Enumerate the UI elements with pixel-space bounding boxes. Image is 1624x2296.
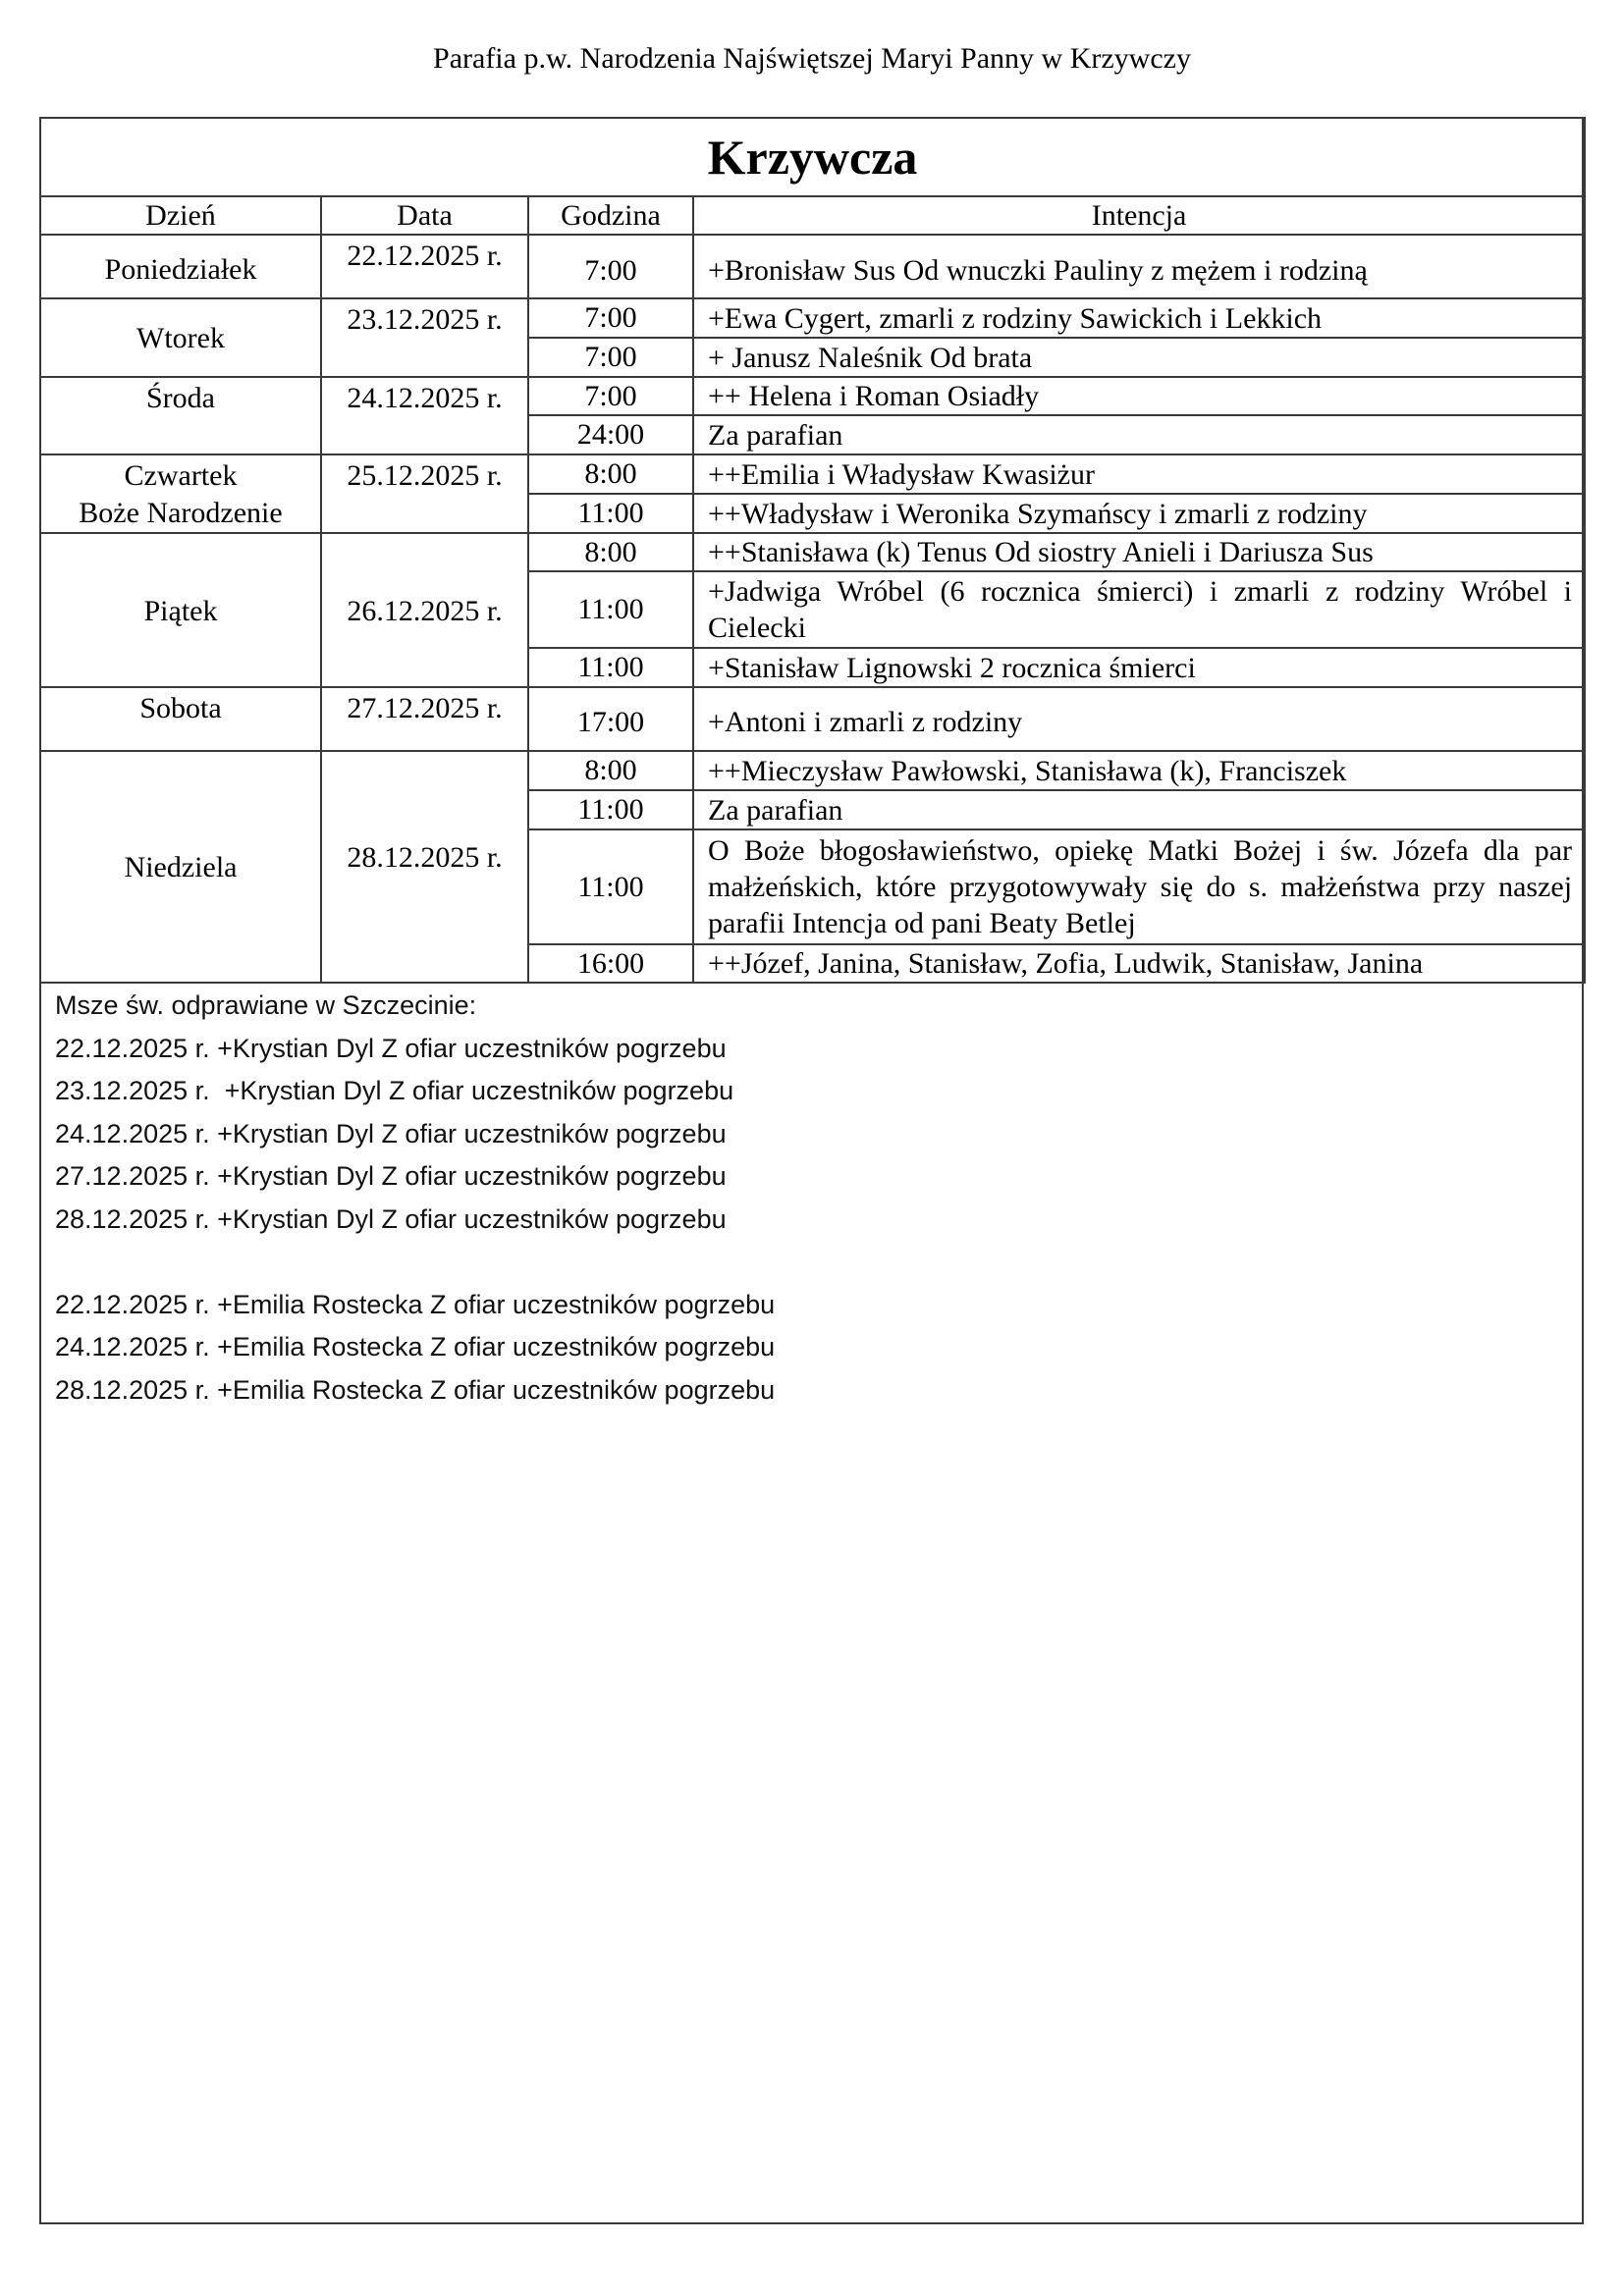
table-row xyxy=(40,298,1585,338)
intention-cell: Za parafian xyxy=(693,790,1585,829)
day-cell: Środa xyxy=(40,377,321,454)
day-cell: Poniedziałek xyxy=(40,235,321,298)
day-cell xyxy=(40,454,321,533)
time-cell: 11:00 xyxy=(528,571,693,648)
szczecin-mass-line: 28.12.2025 r. +Krystian Dyl Z ofiar uczestników pogrzebu xyxy=(55,1203,727,1234)
intention-cell: ++Mieczysław Pawłowski, Stanisława (k), Franciszek xyxy=(693,751,1585,790)
mass-schedule-table xyxy=(39,117,1586,984)
time-cell: 11:00 xyxy=(528,790,693,829)
time-cell: 24:00 xyxy=(528,415,693,454)
time-cell: 16:00 xyxy=(528,944,693,983)
intention-cell: ++Józef, Janina, Stanisław, Zofia, Ludwik, Stanisław, Janina xyxy=(693,944,1585,983)
title-row xyxy=(40,118,1585,196)
time-cell: 11:00 xyxy=(528,829,693,944)
szczecin-mass-line: 28.12.2025 r. +Emilia Rostecka Z ofiar uczestników pogrzebu xyxy=(55,1374,776,1405)
date-cell: 23.12.2025 r. xyxy=(321,298,528,377)
intention-cell: Za parafian xyxy=(693,415,1585,454)
intention-cell: +Antoni i zmarli z rodziny xyxy=(693,687,1585,751)
intention-cell: ++Władysław i Weronika Szymańscy i zmarli z rodziny xyxy=(693,494,1585,533)
time-cell: 11:00 xyxy=(528,494,693,533)
spacer xyxy=(55,1241,1567,1284)
szczecin-mass-line: 22.12.2025 r. +Emilia Rostecka Z ofiar uczestników pogrzebu xyxy=(55,1289,776,1319)
date-cell: 25.12.2025 r. xyxy=(321,454,528,533)
intention-cell: ++Stanisława (k) Tenus Od siostry Anieli i Dariusza Sus xyxy=(693,533,1585,571)
szczecin-mass-line: 23.12.2025 r. +Krystian Dyl Z ofiar uczestników pogrzebu xyxy=(55,1076,734,1105)
table-row xyxy=(40,235,1585,298)
column-header-intention: Intencja xyxy=(693,196,1585,235)
time-cell: 17:00 xyxy=(528,687,693,751)
time-cell: 7:00 xyxy=(528,377,693,415)
date-cell: 26.12.2025 r. xyxy=(321,533,528,687)
date-cell: 22.12.2025 r. xyxy=(321,235,528,298)
time-cell: 11:00 xyxy=(528,648,693,687)
day-cell: Wtorek xyxy=(40,298,321,377)
day-cell: Sobota xyxy=(40,687,321,751)
szczecin-heading: Msze św. odprawiane w Szczecinie: xyxy=(55,990,477,1020)
parish-header: Parafia p.w. Narodzenia Najświętszej Maryi Panny w Krzywczy xyxy=(433,42,1191,75)
column-header-date: Data xyxy=(321,196,528,235)
intention-cell: +Bronisław Sus Od wnuczki Pauliny z mężem i rodziną xyxy=(693,235,1585,298)
table-row xyxy=(40,533,1585,571)
intention-cell: O Boże błogosławieństwo, opiekę Matki Bożej i św. Józefa dla par małżeńskich, które przygotowywały się do s. małżeństwa przy naszej parafii Intencja od pani Beaty Betlej xyxy=(693,829,1585,944)
day-cell: Niedziela xyxy=(40,751,321,983)
time-cell: 7:00 xyxy=(528,298,693,338)
day-name: Czwartek xyxy=(124,459,238,492)
date-cell: 28.12.2025 r. xyxy=(321,751,528,983)
szczecin-mass-line: 27.12.2025 r. +Krystian Dyl Z ofiar uczestników pogrzebu xyxy=(55,1161,727,1191)
szczecin-mass-line: 24.12.2025 r. +Emilia Rostecka Z ofiar uczestników pogrzebu xyxy=(55,1332,776,1362)
intention-cell: ++Emilia i Władysław Kwasiżur xyxy=(693,454,1585,494)
intention-cell: +Jadwiga Wróbel (6 rocznica śmierci) i zmarli z rodziny Wróbel i Cielecki xyxy=(693,571,1585,648)
time-cell: 7:00 xyxy=(528,235,693,298)
holiday-name: Boże Narodzenie xyxy=(79,497,283,529)
header-row xyxy=(40,196,1585,235)
szczecin-masses-section xyxy=(55,985,1567,1412)
intention-cell: ++ Helena i Roman Osiadły xyxy=(693,377,1585,415)
time-cell: 8:00 xyxy=(528,454,693,494)
day-cell: Piątek xyxy=(40,533,321,687)
column-header-day: Dzień xyxy=(40,196,321,235)
date-cell: 27.12.2025 r. xyxy=(321,687,528,751)
column-header-time: Godzina xyxy=(528,196,693,235)
intention-cell: +Stanisław Lignowski 2 rocznica śmierci xyxy=(693,648,1585,687)
schedule-title: Krzywcza xyxy=(40,118,1585,196)
time-cell: 7:00 xyxy=(528,338,693,377)
date-cell: 24.12.2025 r. xyxy=(321,377,528,454)
time-cell: 8:00 xyxy=(528,533,693,571)
table-row xyxy=(40,377,1585,415)
szczecin-mass-line: 22.12.2025 r. +Krystian Dyl Z ofiar uczestników pogrzebu xyxy=(55,1033,727,1063)
table-row xyxy=(40,454,1585,494)
time-cell: 8:00 xyxy=(528,751,693,790)
intention-cell: +Ewa Cygert, zmarli z rodziny Sawickich i Lekkich xyxy=(693,298,1585,338)
szczecin-mass-line: 24.12.2025 r. +Krystian Dyl Z ofiar uczestników pogrzebu xyxy=(55,1118,727,1148)
table-row xyxy=(40,751,1585,790)
intention-cell: + Janusz Naleśnik Od brata xyxy=(693,338,1585,377)
table-row xyxy=(40,687,1585,751)
